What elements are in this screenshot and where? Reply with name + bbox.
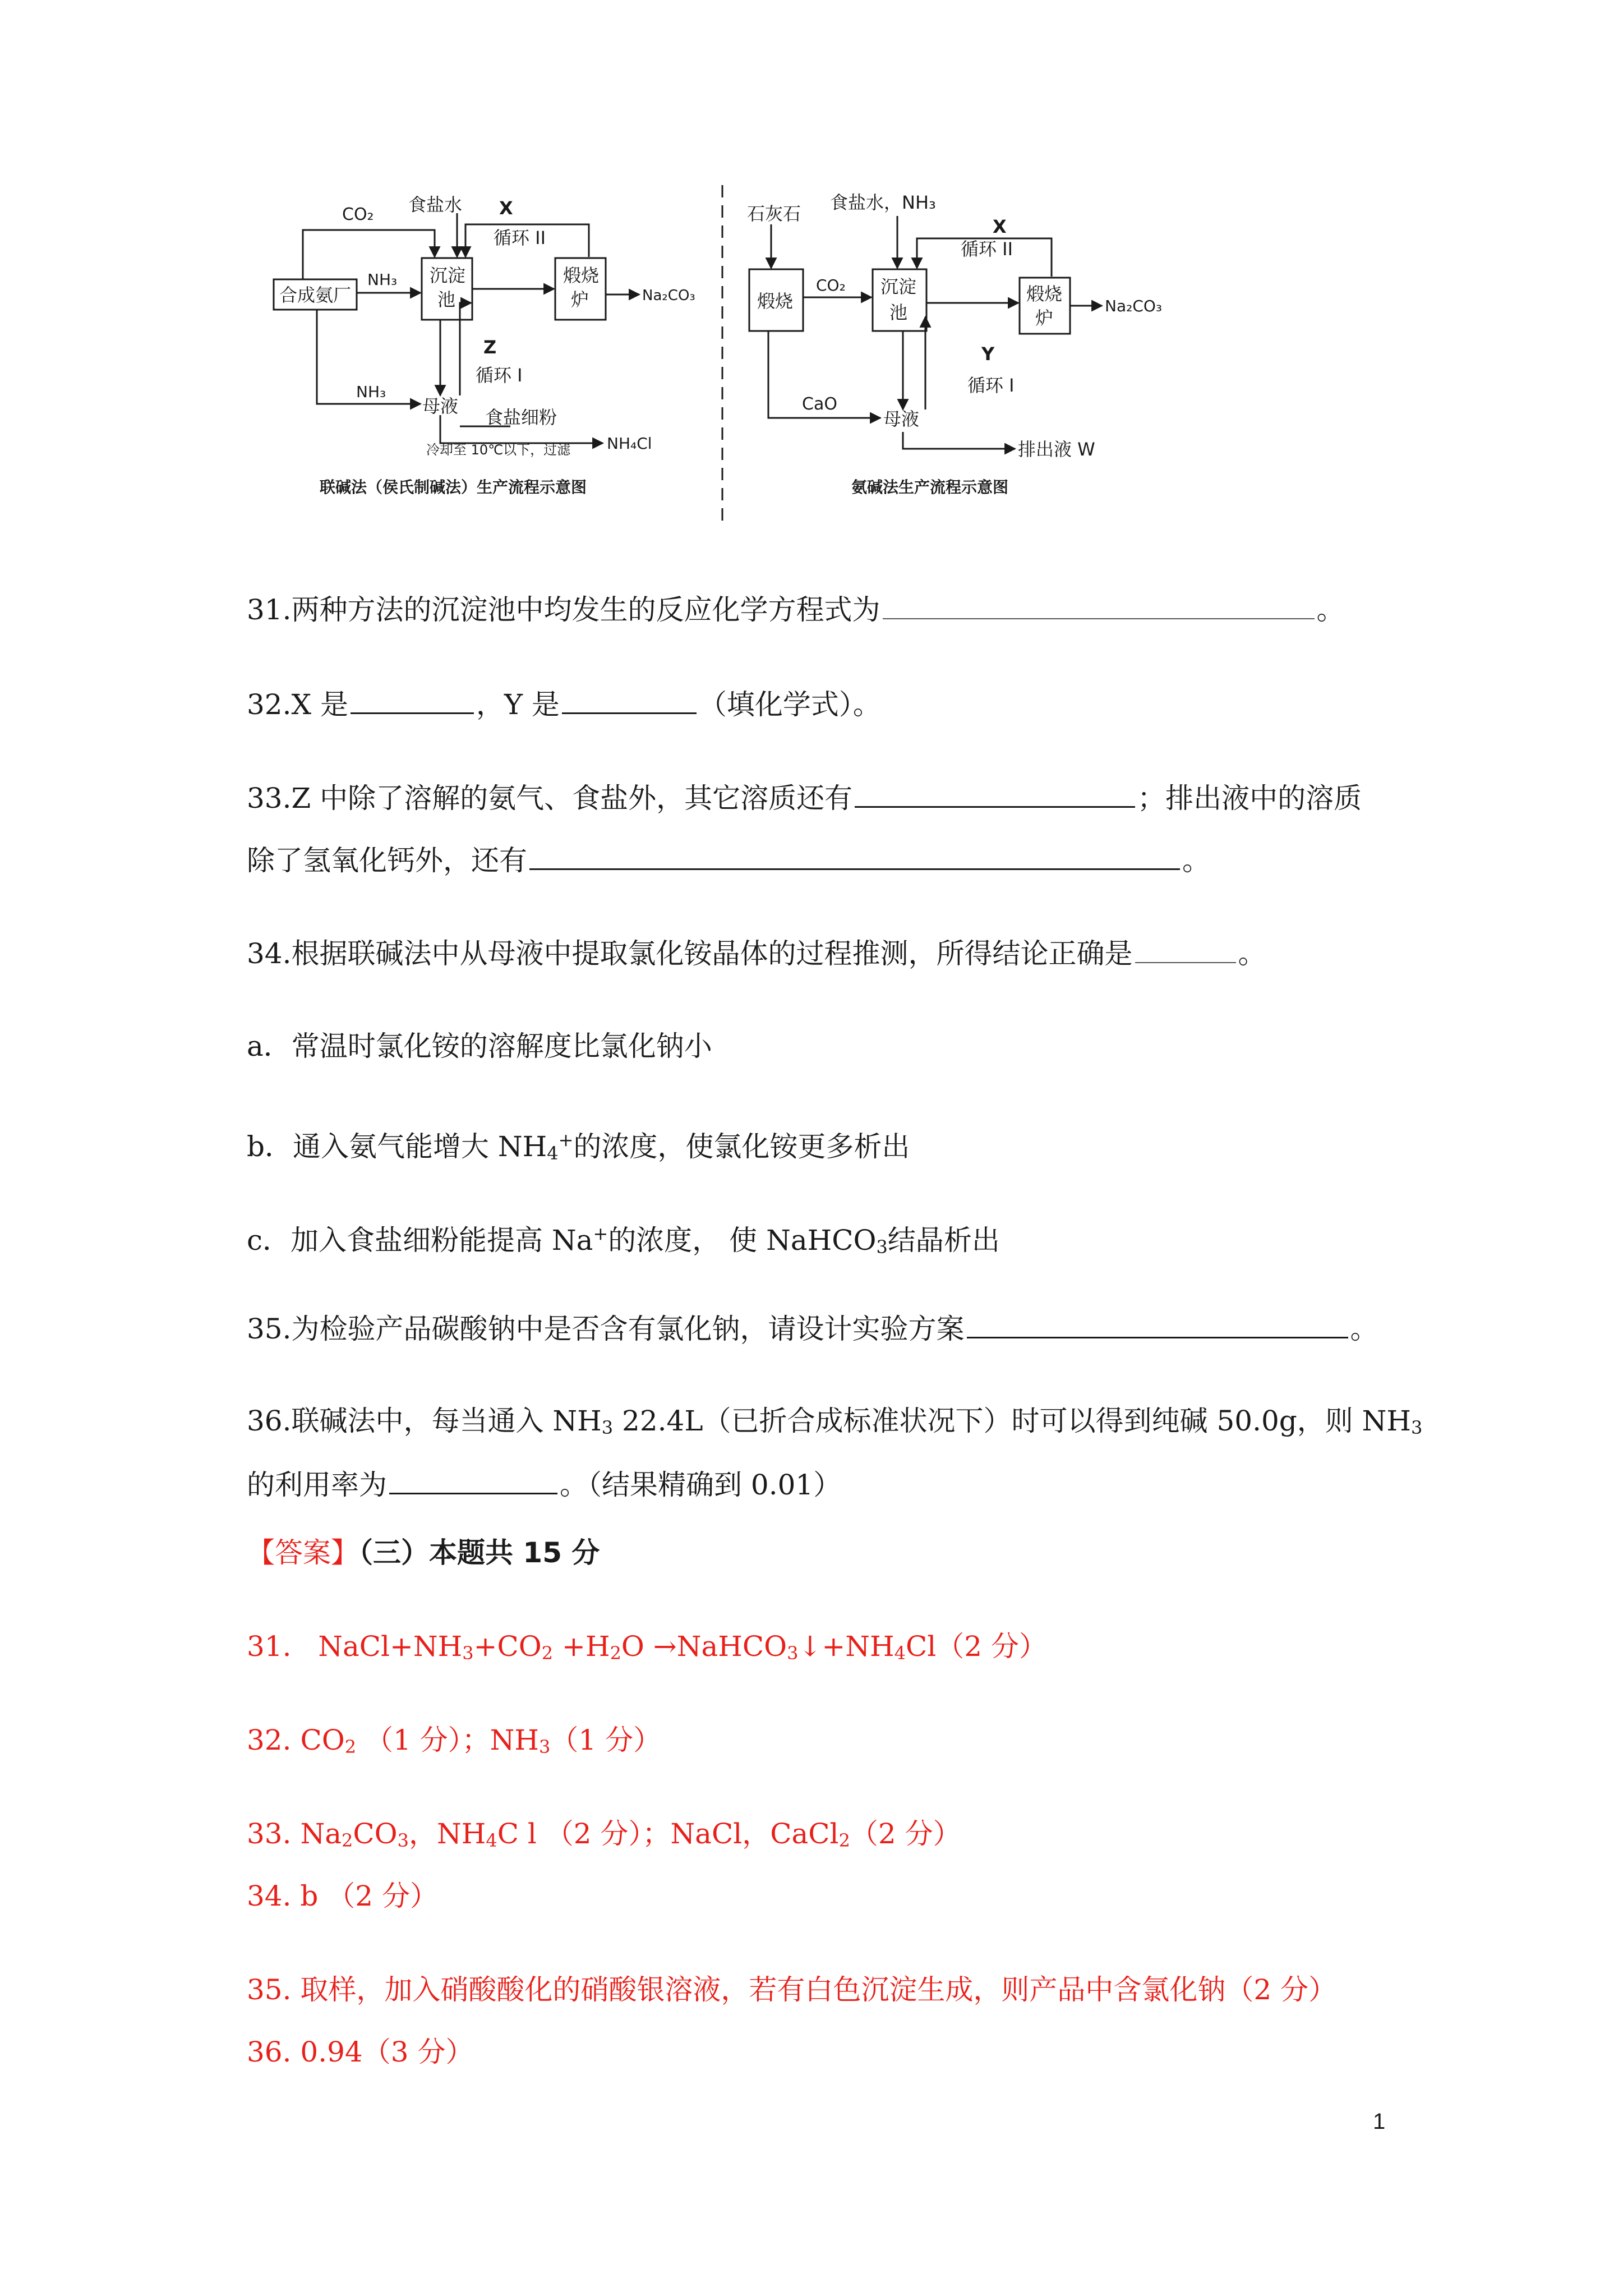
question-33-line1: 33.Z 中除了溶解的氨气、食盐外，其它溶质还有 ；排出液中的溶质 (247, 777, 1362, 818)
question-35: 35.为检验产品碳酸钠中是否含有氯化钠，请设计实验方案 。 (247, 1308, 1378, 1349)
page-number: 1 (1373, 2109, 1386, 2134)
q33-z-blank[interactable] (855, 777, 1135, 808)
left-x-label: X (499, 197, 513, 219)
left-caption: 联碱法（侯氏制碱法）生产流程示意图 (320, 478, 587, 496)
left-kiln-line1: 煅烧 (563, 265, 600, 286)
option-a: a．常温时氯化铵的溶解度比氯化钠小 (247, 1030, 712, 1062)
limestone-label: 石灰石 (747, 203, 801, 224)
right-kiln-line2: 炉 (1035, 307, 1054, 329)
right-cycle2-label: 循环 II (961, 238, 1013, 260)
synth-plant-label: 合成氨厂 (279, 284, 352, 306)
right-caption: 氨碱法生产流程示意图 (851, 478, 1009, 496)
cooling-label: 冷却至 10℃以下，过滤 (426, 442, 571, 458)
option-c: c．加入食盐细粉能提高 Na+的浓度， 使 NaHCO$_3$结晶析出 (247, 1223, 1000, 1258)
q36-blank[interactable] (389, 1464, 557, 1494)
right-saltwater-label: 食盐水，NH₃ (830, 192, 936, 213)
left-cycle2-label: 循环 II (494, 227, 546, 249)
answer-34: 34. b （2 分） (247, 1880, 439, 1912)
left-pool-line2: 池 (437, 289, 456, 310)
answer-31: 31. $NaCl+NH_3+CO_2 +H_2O$ $\to NaHCO_3↓+NH_4Cl(2$ 分） (247, 1630, 1047, 1664)
right-pool-line1: 沉淀 (880, 276, 917, 297)
right-x-label: X (993, 216, 1007, 237)
left-cycle1-label: 循环 I (476, 365, 523, 386)
y-label: Y (981, 343, 995, 365)
calcine-label: 煅烧 (757, 291, 794, 312)
left-nh3-top-label: NH₃ (367, 270, 398, 289)
left-mother-liquor-label: 母液 (422, 395, 459, 417)
discharge-label: 排出液 W (1018, 439, 1095, 460)
salt-powder-label: 食盐细粉 (485, 407, 557, 428)
right-pool-line2: 池 (889, 302, 908, 323)
cao-label: CaO (802, 394, 837, 414)
q32-y-blank[interactable] (562, 683, 697, 714)
left-pool-line1: 沉淀 (430, 265, 466, 286)
question-31: 31.两种方法的沉淀池中均发生的反应化学方程式为 。 (247, 589, 1345, 629)
left-nh3-bottom-label: NH₃ (356, 383, 386, 401)
answer-35: 35. 取样，加入硝酸酸化的硝酸银溶液，若有白色沉淀生成，则产品中含氯化钠（2 分） (247, 1973, 1337, 2006)
q34-blank[interactable] (1135, 933, 1236, 963)
q31-blank[interactable] (883, 589, 1315, 619)
answer-title: （三）本题共 15 分 (359, 1536, 600, 1569)
question-34: 34.根据联碱法中从母液中提取氯化铵晶体的过程推测，所得结论正确是 。 (247, 933, 1266, 973)
left-kiln-line2: 炉 (571, 289, 589, 310)
answer-bracket: 【答案】 (247, 1536, 359, 1569)
right-co2-label: CO₂ (816, 276, 846, 295)
process-flow-diagram (264, 185, 1419, 533)
answer-36: 36. 0.94（3 分） (247, 2036, 474, 2068)
question-36-line1: 36.联碱法中，每当通入 $NH_3$ 22.4L（已折合成标准状况下）时可以得到纯碱 50.0g，则 $NH_3$ (247, 1405, 1423, 1438)
right-cycle1-label: 循环 I (967, 375, 1015, 396)
q33-w-blank[interactable] (529, 839, 1180, 870)
question-32: 32.X 是 ，Y 是 （填化学式）。 (247, 683, 881, 724)
left-co2-label: CO₂ (342, 205, 374, 224)
q35-blank[interactable] (967, 1308, 1348, 1338)
right-mother-liquor-label: 母液 (883, 408, 920, 430)
question-36-line2: 的利用率为 。（结果精确到 0.01） (247, 1464, 841, 1504)
answer-32: 32. $CO_2$ （1 分）；$NH_3(1$ 分） (247, 1724, 662, 1757)
left-saltwater-label: 食盐水 (408, 194, 463, 215)
right-kiln-line1: 煅烧 (1026, 283, 1063, 305)
option-b: b．通入氨气能增大 $NH_4^+$的浓度，使氯化铵更多析出 (247, 1129, 910, 1164)
question-33-line2: 除了氢氧化钙外，还有 。 (247, 839, 1210, 880)
answer-header (247, 1533, 600, 1572)
q32-x-blank[interactable] (351, 683, 474, 714)
z-label: Z (483, 337, 497, 358)
left-product-label: Na₂CO₃ (642, 287, 695, 304)
right-product-label: Na₂CO₃ (1105, 297, 1163, 315)
nh4cl-label: NH₄Cl (607, 434, 652, 453)
answer-33: 33. $Na_2CO_3$，$NH_4C$ l （2 分）；NaCl，CaCl$_2$（2 分） (247, 1818, 961, 1851)
